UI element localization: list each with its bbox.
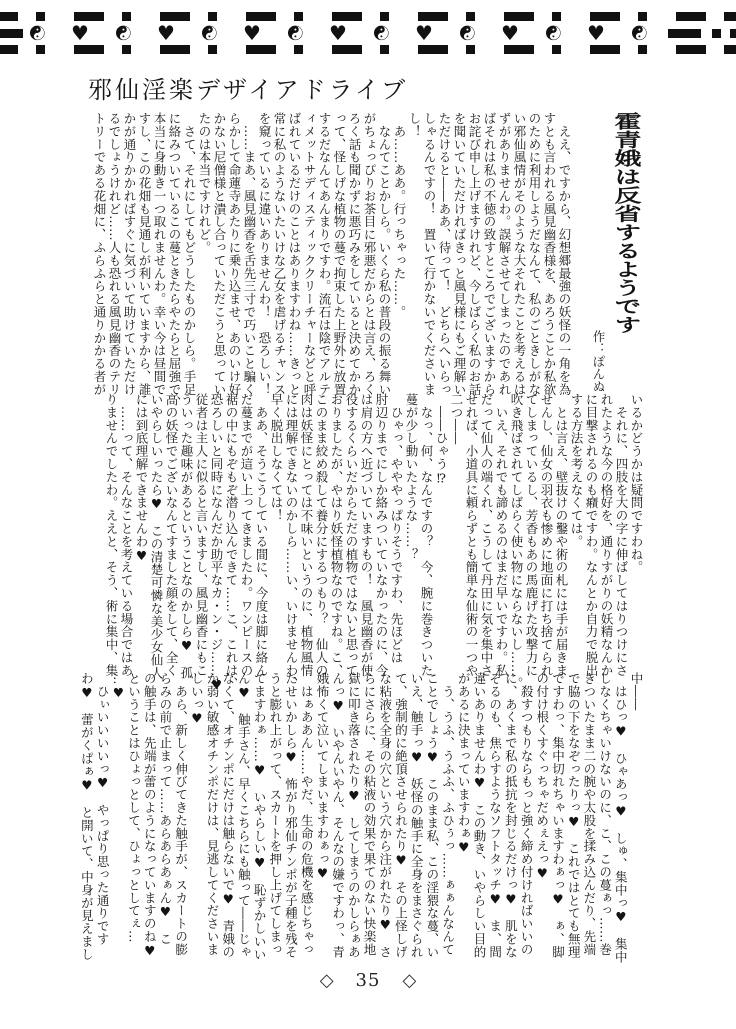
- text-line: 早く脱出しなくては！: [269, 393, 284, 522]
- text-line: 肘辺りまでにしか絡みついていなかったのに、今: [374, 393, 389, 677]
- text-line: ええ、ですから、幻想郷最強の妖怪の一角を為: [557, 112, 572, 396]
- text-line: おりましたが、やはり妖怪植物なのですね。こ、: [329, 393, 344, 677]
- heart-icon: ♥: [501, 21, 519, 45]
- text-line: いえ、それでも諦めるのはまだ早いですわ。私: [494, 393, 509, 677]
- text-line: なっ、何、なんですの？ 今、腕に巻きついた: [419, 393, 434, 677]
- text-line: うと膨れ上がって、スカートを押し上げてしまっ: [267, 672, 283, 956]
- text-line: ばそれは私の不徳の致すところでございますから: [482, 112, 497, 396]
- page-number: 35: [355, 969, 381, 991]
- text-line: はぁああん……やだ、生命の危機を感じちゃっ: [299, 672, 315, 956]
- dash-bar: [668, 29, 701, 38]
- text-line: きついたまま二の腕や太股を揉み込んだり、先端: [581, 672, 597, 956]
- yinyang-icon: ☯: [24, 24, 49, 42]
- text-line: を窺っているに違いありませんわ！ 恐ろしい！: [257, 112, 272, 396]
- text-line: らにさらに、その粘液の効果で果てのない快楽地: [362, 672, 378, 956]
- text-line: し！: [407, 112, 422, 138]
- text-line: する方法を考えなくては。: [569, 393, 584, 548]
- text-line: んっ♥ いやんいやん、そんなの嫌ですわっ、青: [330, 672, 346, 959]
- text-line: ……まあ、風見幽香を舌先三寸で巧いこと騙く: [242, 112, 257, 396]
- text-line: 吹き飛ばされてしばらく使い物にならないし……。: [509, 393, 524, 690]
- text-line: 常に私のようないたいけな乙女を虐げるチャンス: [272, 112, 287, 396]
- text-band-3: [79, 672, 644, 964]
- text-line: るでしょうけれど……人も恐れる風見幽香のテリ: [107, 112, 122, 396]
- text-line: の付け根くすぐっちゃだめぇえっ♥: [534, 672, 550, 881]
- text-line: ろく話も聞かずに悪巧みをしていると決めてかか: [347, 112, 362, 396]
- text-line: たのは本当ですけれど。: [197, 112, 212, 254]
- heart-icon: ♥: [71, 21, 89, 45]
- yinyang-icon: ☯: [110, 24, 135, 42]
- text-line: 裾の中にもぞもぞ潜り込んできて……こ、これは、: [224, 393, 239, 690]
- text-line: がちょっぴりお茶目に邪悪だからとは言え、ろく: [362, 112, 377, 396]
- text-line: とは言え、壁抜けの鑿や術の札には手が届きま: [554, 393, 569, 677]
- yinyang-icon: ☯: [540, 24, 565, 42]
- diamond-icon: ◇: [319, 969, 334, 991]
- text-line: 役するくらいだからただの植物ではないと思って: [344, 393, 359, 677]
- heart-icon: ♥: [329, 21, 347, 45]
- text-line: 高の妖怪でございなんてすました顔をして、全く: [164, 393, 179, 677]
- text-line: 違いありませんわ♥ この動き、いやらしい目的: [471, 672, 487, 959]
- yinyang-icon: ☯: [196, 24, 221, 42]
- text-line: れたような今の格好を、通りすがりの妖精なんか: [599, 393, 614, 677]
- text-line: の触手は、先端が蕾のようになっていますのね♥: [142, 672, 158, 959]
- yinyang-icon: ☯: [454, 24, 479, 42]
- dash-bar: [730, 29, 736, 38]
- text-line: ィメットサディスティッククリーチャーなどと呼: [302, 112, 317, 396]
- text-line: あら、新しく伸びてきた触手が、スカートの膨: [173, 672, 189, 956]
- text-line: う、うふ、うふふ、ふひぅっ……ぁぁんなんて: [440, 672, 456, 956]
- heart-icon: ♥: [243, 21, 261, 45]
- text-line: 殺すつもりならもっと強く締め付ければいいの: [519, 672, 535, 956]
- dash-dot: [712, 29, 721, 38]
- text-line: 肉は妖怪にとっては不味いというのに、植物風情: [299, 393, 314, 677]
- book-title: 邪仙淫楽デザイアドライブ: [88, 76, 409, 104]
- story-heading: [591, 112, 658, 412]
- text-line: あ……ああ。行っちゃった……。: [392, 112, 407, 319]
- text-line: には到底理解できませんわ♥: [134, 393, 149, 564]
- text-line: ひぃいいいいっ♥ やっぱり思った通りです: [95, 672, 111, 946]
- diamond-icon: ◇: [402, 969, 417, 991]
- text-line: ういった趣味があるということなのかしら♥ 孤: [179, 393, 194, 680]
- text-line: なくて、オチンポにだけは触らないで♥ 青娥の: [220, 672, 236, 959]
- text-line: お詫び申し上げますけれど、今しばらく私のお話: [467, 112, 482, 396]
- text-line: しいっ♥: [189, 672, 205, 727]
- text-line: ですわっ、集中切れちゃいますわぁっ♥ ぁ、脚: [550, 672, 566, 959]
- text-line: すとも言われる風見幽香様を、あろうことか私欲: [542, 112, 557, 396]
- text-line: かが通りかかればすぐに気づいて助けていただけ: [122, 112, 137, 396]
- text-line: いえ、触手っ♥ 妖怪の触手に全身をまさぐられ: [409, 672, 425, 959]
- text-line: 二つ――: [449, 393, 464, 445]
- text-line: に目撃されるのも癪ですわ。なんとか自力で脱出: [584, 393, 599, 677]
- text-line: せんし、仙女の羽衣も惨めに地面に打ち捨てられ: [539, 393, 554, 677]
- story-title: 霍青娥は反省するようです: [610, 112, 642, 334]
- text-line: って、怪しげな植物の蔓で拘束した上野外に放置: [332, 112, 347, 396]
- text-line: かない尼僧様と潰し合っていただこうと思ってい: [212, 112, 227, 396]
- yinyang-icon: ☯: [282, 24, 307, 42]
- text-line: て、強制的に絶頂させられたり♥ その上怪しげ: [393, 672, 409, 959]
- text-line: ずがありませんわ。誤解させてしまったのであれ: [497, 112, 512, 396]
- text-line: 中――: [629, 672, 644, 711]
- text-line: しなくちゃいけないのに、こ、この蔓ぁっ……巻: [597, 672, 613, 956]
- text-line: を聞いていただければきっと風見様にもご理解い: [452, 112, 467, 396]
- text-line: いるかどうかは疑問ですわね。: [629, 393, 644, 574]
- text-line: ……って、そんなことを考えている場合ではあ: [119, 393, 134, 677]
- text-line: 従者は主人に似ると言いますし、風見幽香にもこ: [194, 393, 209, 677]
- text-line: らかして命蓮寺あたりに乗り込ませ、あのいけ好: [227, 112, 242, 396]
- text-line: …♥: [110, 672, 126, 701]
- text-line: さて、それにしてもどうしたものかしら。手足: [182, 112, 197, 396]
- text-line: らみの前で止まって……あらあらあぁん♥ こ: [157, 672, 173, 946]
- text-line: だ蔓までが這い上ってきましたわ。ワンピースの: [239, 393, 254, 677]
- text-line: このまま絞め殺して養分にするつもり？ 仙人の: [314, 393, 329, 677]
- text-line: な粘液を全身の穴という穴から注がれたり♥ さ: [377, 672, 393, 959]
- text-line: に、あくまで私の抵抗を封じるだけっ♥ 肌をな: [503, 672, 519, 959]
- text-line: なんてことかしら。いくら私の普段の振る舞い: [377, 112, 392, 396]
- text-line: には理解できないのかしら……い、いけませんわ、: [284, 393, 299, 690]
- text-line: ただけると――ああ、待って！ どちらへいらっ: [437, 112, 452, 396]
- yinyang-icon: ☯: [626, 24, 651, 42]
- text-line: は肩の方へ近づいていますもの！ 風見幽香が使: [359, 393, 374, 677]
- text-line: のために利用しようだなんて、私のごときしがな: [527, 112, 542, 396]
- text-line: 獄に叩き落されたり♥ してしまうのかしらぁあ: [346, 672, 362, 959]
- text-line: ばれているだけのことはありますわね……きっと: [287, 112, 302, 396]
- text-line: い邪仙風情がそのような大それたことを考えるは: [512, 112, 527, 396]
- page-footer: [0, 968, 736, 992]
- text-line: ことでしょう♥ このまま私、この淫猥な蔓、い: [424, 672, 440, 959]
- text-band-1: [92, 112, 572, 409]
- heart-icon: ♥: [157, 21, 175, 45]
- text-line: に絡みついているこの蔓ときたらやたらと屈強で、: [167, 112, 182, 409]
- text-line: ということはひょっとして、ひょっとしてぇ…: [126, 672, 142, 943]
- text-line: たせいかしら♥ 怖がり邪仙チンポが子種を残そ: [283, 672, 299, 959]
- text-line: りませんでしたわ。ええと、そう、術に集中、集: [104, 393, 119, 677]
- heart-icon: ♥: [415, 21, 433, 45]
- text-band-2: [104, 393, 644, 693]
- text-line: か弱い敏感オチンポだけは、見逃してくださいま: [205, 672, 221, 956]
- text-line: せれば、小道具に頼らずとも簡単な仙術の一つや: [464, 393, 479, 677]
- text-line: 本当に身動き一つ取れませんわ。幸い今は昼間で: [152, 112, 167, 396]
- text-line: 恐ろしいと同時になんだか助平なカ・ン・ジ……♥: [209, 393, 224, 693]
- story-author: 作：ぽんぬ: [591, 330, 606, 393]
- text-line: ん♥ 触手さん、早くこちらにも触って――じゃ: [236, 672, 252, 959]
- text-line: てますわぁ……♥ いやらしい♥ 恥ずかしいい: [252, 672, 268, 961]
- text-line: するだなんてあんまりですわ。流石は陰でアルテ: [317, 112, 332, 396]
- ornament-glyph-row: [24, 20, 651, 46]
- text-line: で脇の下をなぞったりっ♥ これではとても無理: [566, 672, 582, 959]
- dash-bar: [0, 29, 23, 38]
- text-line: わ♥ 蕾がくぱぁ♥ と開いて、中身が見えまし: [79, 672, 95, 961]
- text-line: トリーである花畑に、ふらふらと通りかかる者が: [92, 112, 107, 396]
- text-line: はひっ♥ ひゃあっ♥ しゅ、集中っ♥ 集中: [613, 672, 629, 964]
- text-line: しゃるんですの！ 置いて行かないでくださいま: [422, 112, 437, 396]
- text-line: だって仙人の端くれ、こうして丹田に気を集中さ: [479, 393, 494, 677]
- text-line: ぞるのも、焦らすようなソフトタッチ♥ ま、間: [487, 672, 503, 959]
- text-line: ひゃっ、やややっぱりそうですわ、先ほどは: [389, 393, 404, 664]
- yinyang-icon: ☯: [368, 24, 393, 42]
- text-line: すし、この花畑も見通しが利いていますから、誰: [137, 112, 152, 396]
- ornament-dash-row-bottom: [0, 45, 736, 54]
- text-line: てしまっているし、芳香もあの馬鹿げた攻撃力に: [524, 393, 539, 677]
- text-line: それに、四肢を大の字に伸ばしてはりつけにさ: [614, 393, 629, 677]
- text-line: ああ、そうこうしている間に、今度は脚に絡ん: [254, 393, 269, 677]
- text-line: いやらしいったら♥ この清楚可憐な美少女仙人: [149, 393, 164, 680]
- heart-icon: ♥: [587, 21, 605, 45]
- text-line: 娥怖くて泣いてしまいますわぁっ♥: [314, 672, 330, 881]
- text-line: 蔓が少し動いたような……？: [404, 393, 419, 561]
- text-line: があるに決まっていますわぁ♥: [456, 672, 472, 856]
- text-line: ――ひゃう⁉: [434, 393, 449, 486]
